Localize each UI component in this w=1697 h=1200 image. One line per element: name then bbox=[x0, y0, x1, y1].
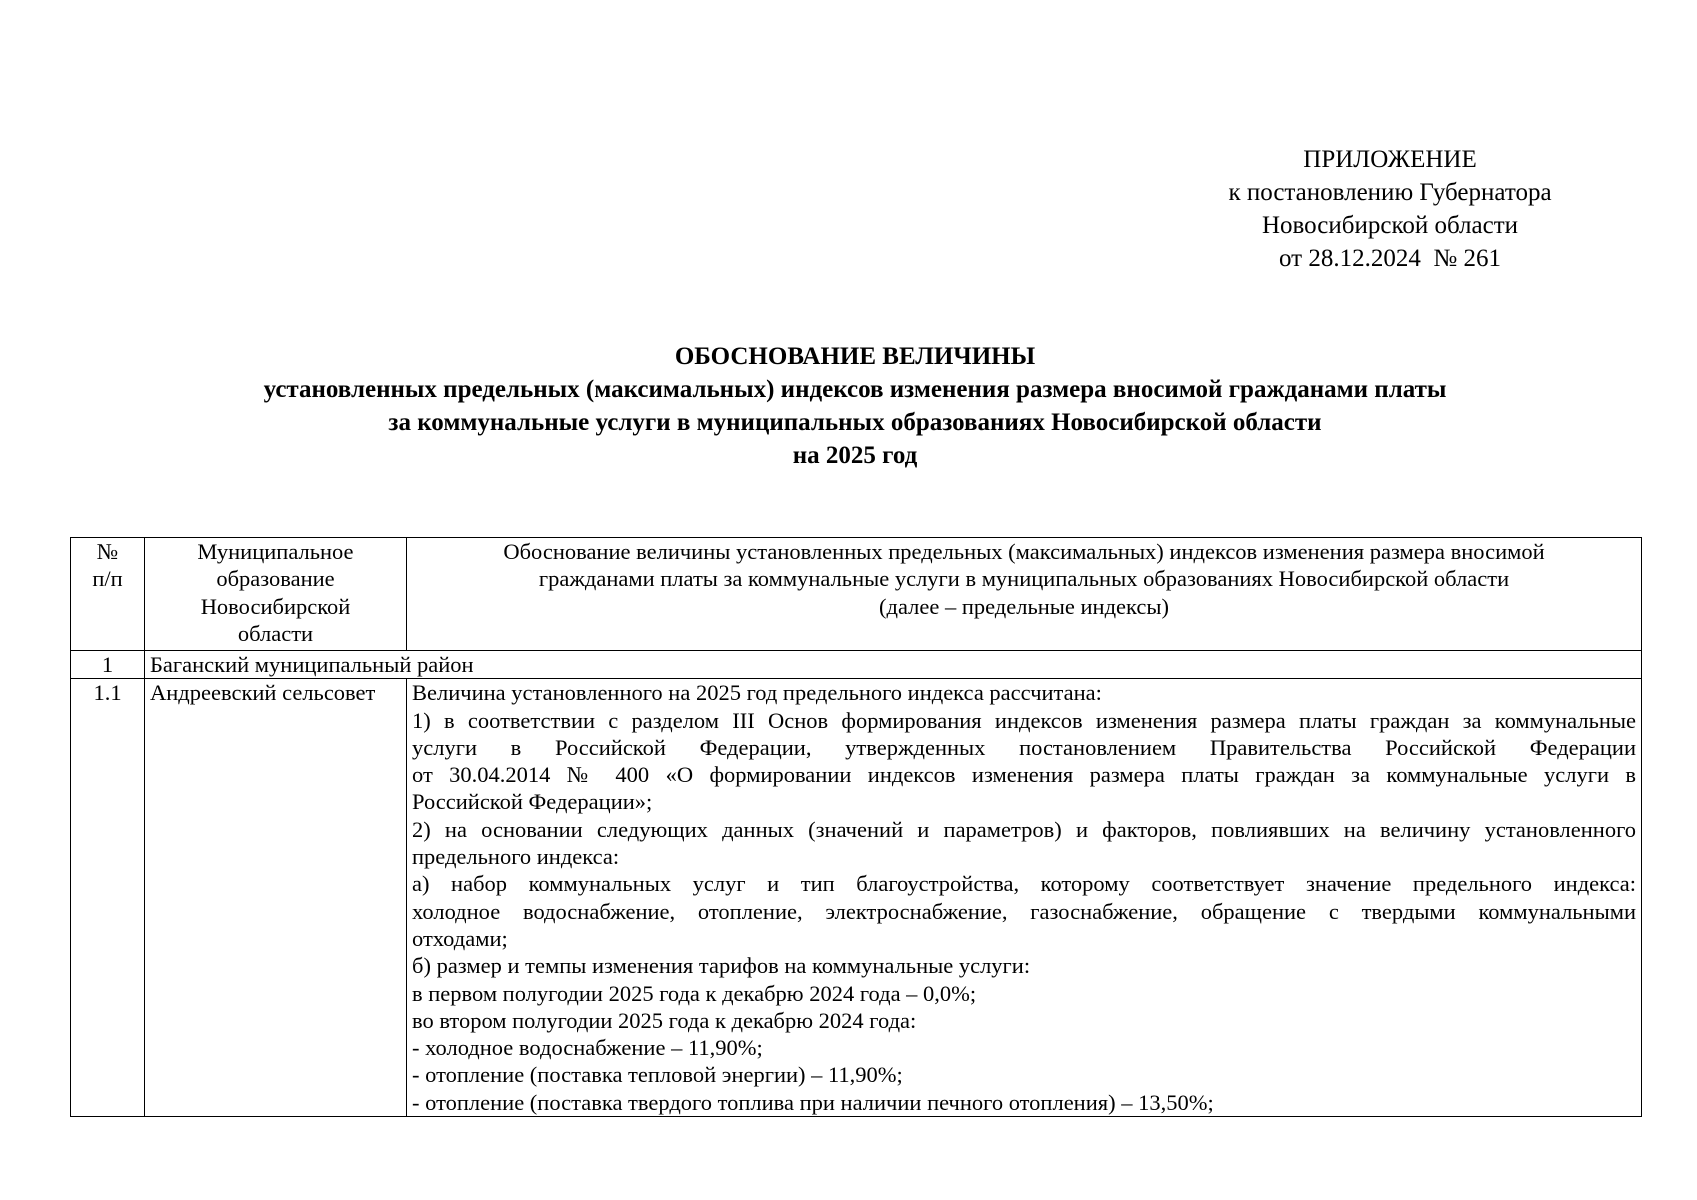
section-num: 1 bbox=[71, 651, 145, 679]
appendix-header bbox=[1140, 143, 1640, 275]
justification-line: отходами; bbox=[412, 925, 508, 951]
justification-table bbox=[70, 537, 1642, 1117]
justification-line: - отопление (поставка твердого топлива при наличии печного отопления) – 13,50%; bbox=[412, 1089, 1214, 1115]
justification-line: 2) на основании следующих данных (значений и параметров) и факторов, повлиявших на величину установленного bbox=[412, 816, 1636, 842]
header-municipality: Муниципальное образование Новосибирской области bbox=[145, 538, 407, 651]
justification-line: от 30.04.2014 № 400 «О формировании индексов изменения размера платы граждан за коммунальные услуги в bbox=[412, 762, 1636, 788]
justification-line: - холодное водоснабжение – 11,90%; bbox=[412, 1035, 763, 1061]
title-line-2: установленных предельных (максимальных) индексов изменения размера вносимой гражданами платы bbox=[263, 376, 1447, 403]
justification-line: 1) в соответствии с разделом III Основ формирования индексов изменения размера платы граждан за коммунальные bbox=[412, 707, 1636, 733]
table-section-row bbox=[71, 651, 1642, 679]
title-line-1: ОБОСНОВАНИЕ ВЕЛИЧИНЫ bbox=[674, 343, 1036, 370]
row-municipality: Андреевский сельсовет bbox=[145, 679, 407, 1117]
appendix-region: Новосибирской области bbox=[1261, 212, 1519, 239]
appendix-reference: к постановлению Губернатора bbox=[1228, 179, 1552, 206]
title-line-4: на 2025 год bbox=[792, 442, 918, 469]
row-num: 1.1 bbox=[71, 679, 145, 1117]
row-justification bbox=[407, 679, 1642, 1117]
justification-line: Величина установленного на 2025 год предельного индекса рассчитана: bbox=[412, 680, 1102, 706]
justification-line: а) набор коммунальных услуг и тип благоустройства, которому соответствует значение предельного индекса: bbox=[412, 871, 1636, 897]
title-line-3: за коммунальные услуги в муниципальных образованиях Новосибирской области bbox=[388, 409, 1322, 436]
section-name: Баганский муниципальный район bbox=[145, 651, 1642, 679]
justification-line: в первом полугодии 2025 года к декабрю 2024 года – 0,0%; bbox=[412, 980, 977, 1006]
header-justification: Обоснование величины установленных предельных (максимальных) индексов изменения размера вносимой гражданами платы за коммунальные услуги в муниципальных образованиях Новосибирской области (далее – предельные индексы) bbox=[407, 538, 1642, 651]
document-title bbox=[70, 340, 1640, 472]
justification-line: во втором полугодии 2025 года к декабрю 2024 года: bbox=[412, 1007, 917, 1033]
appendix-label: ПРИЛОЖЕНИЕ bbox=[1303, 146, 1477, 173]
table-row bbox=[71, 679, 1642, 1117]
justification-line: услуги в Российской Федерации, утвержденных постановлением Правительства Российской Федерации bbox=[412, 734, 1636, 760]
justification-line: холодное водоснабжение, отопление, электроснабжение, газоснабжение, обращение с твердыми коммунальными bbox=[412, 898, 1636, 924]
justification-line: Российской Федерации»; bbox=[412, 789, 653, 815]
appendix-date-number: от 28.12.2024 № 261 bbox=[1279, 245, 1501, 272]
table-header-row bbox=[71, 538, 1642, 651]
header-num: № п/п bbox=[71, 538, 145, 651]
justification-line: б) размер и темпы изменения тарифов на коммунальные услуги: bbox=[412, 953, 1031, 979]
justification-line: предельного индекса: bbox=[412, 844, 620, 870]
justification-line: - отопление (поставка тепловой энергии) – 11,90%; bbox=[412, 1062, 903, 1088]
